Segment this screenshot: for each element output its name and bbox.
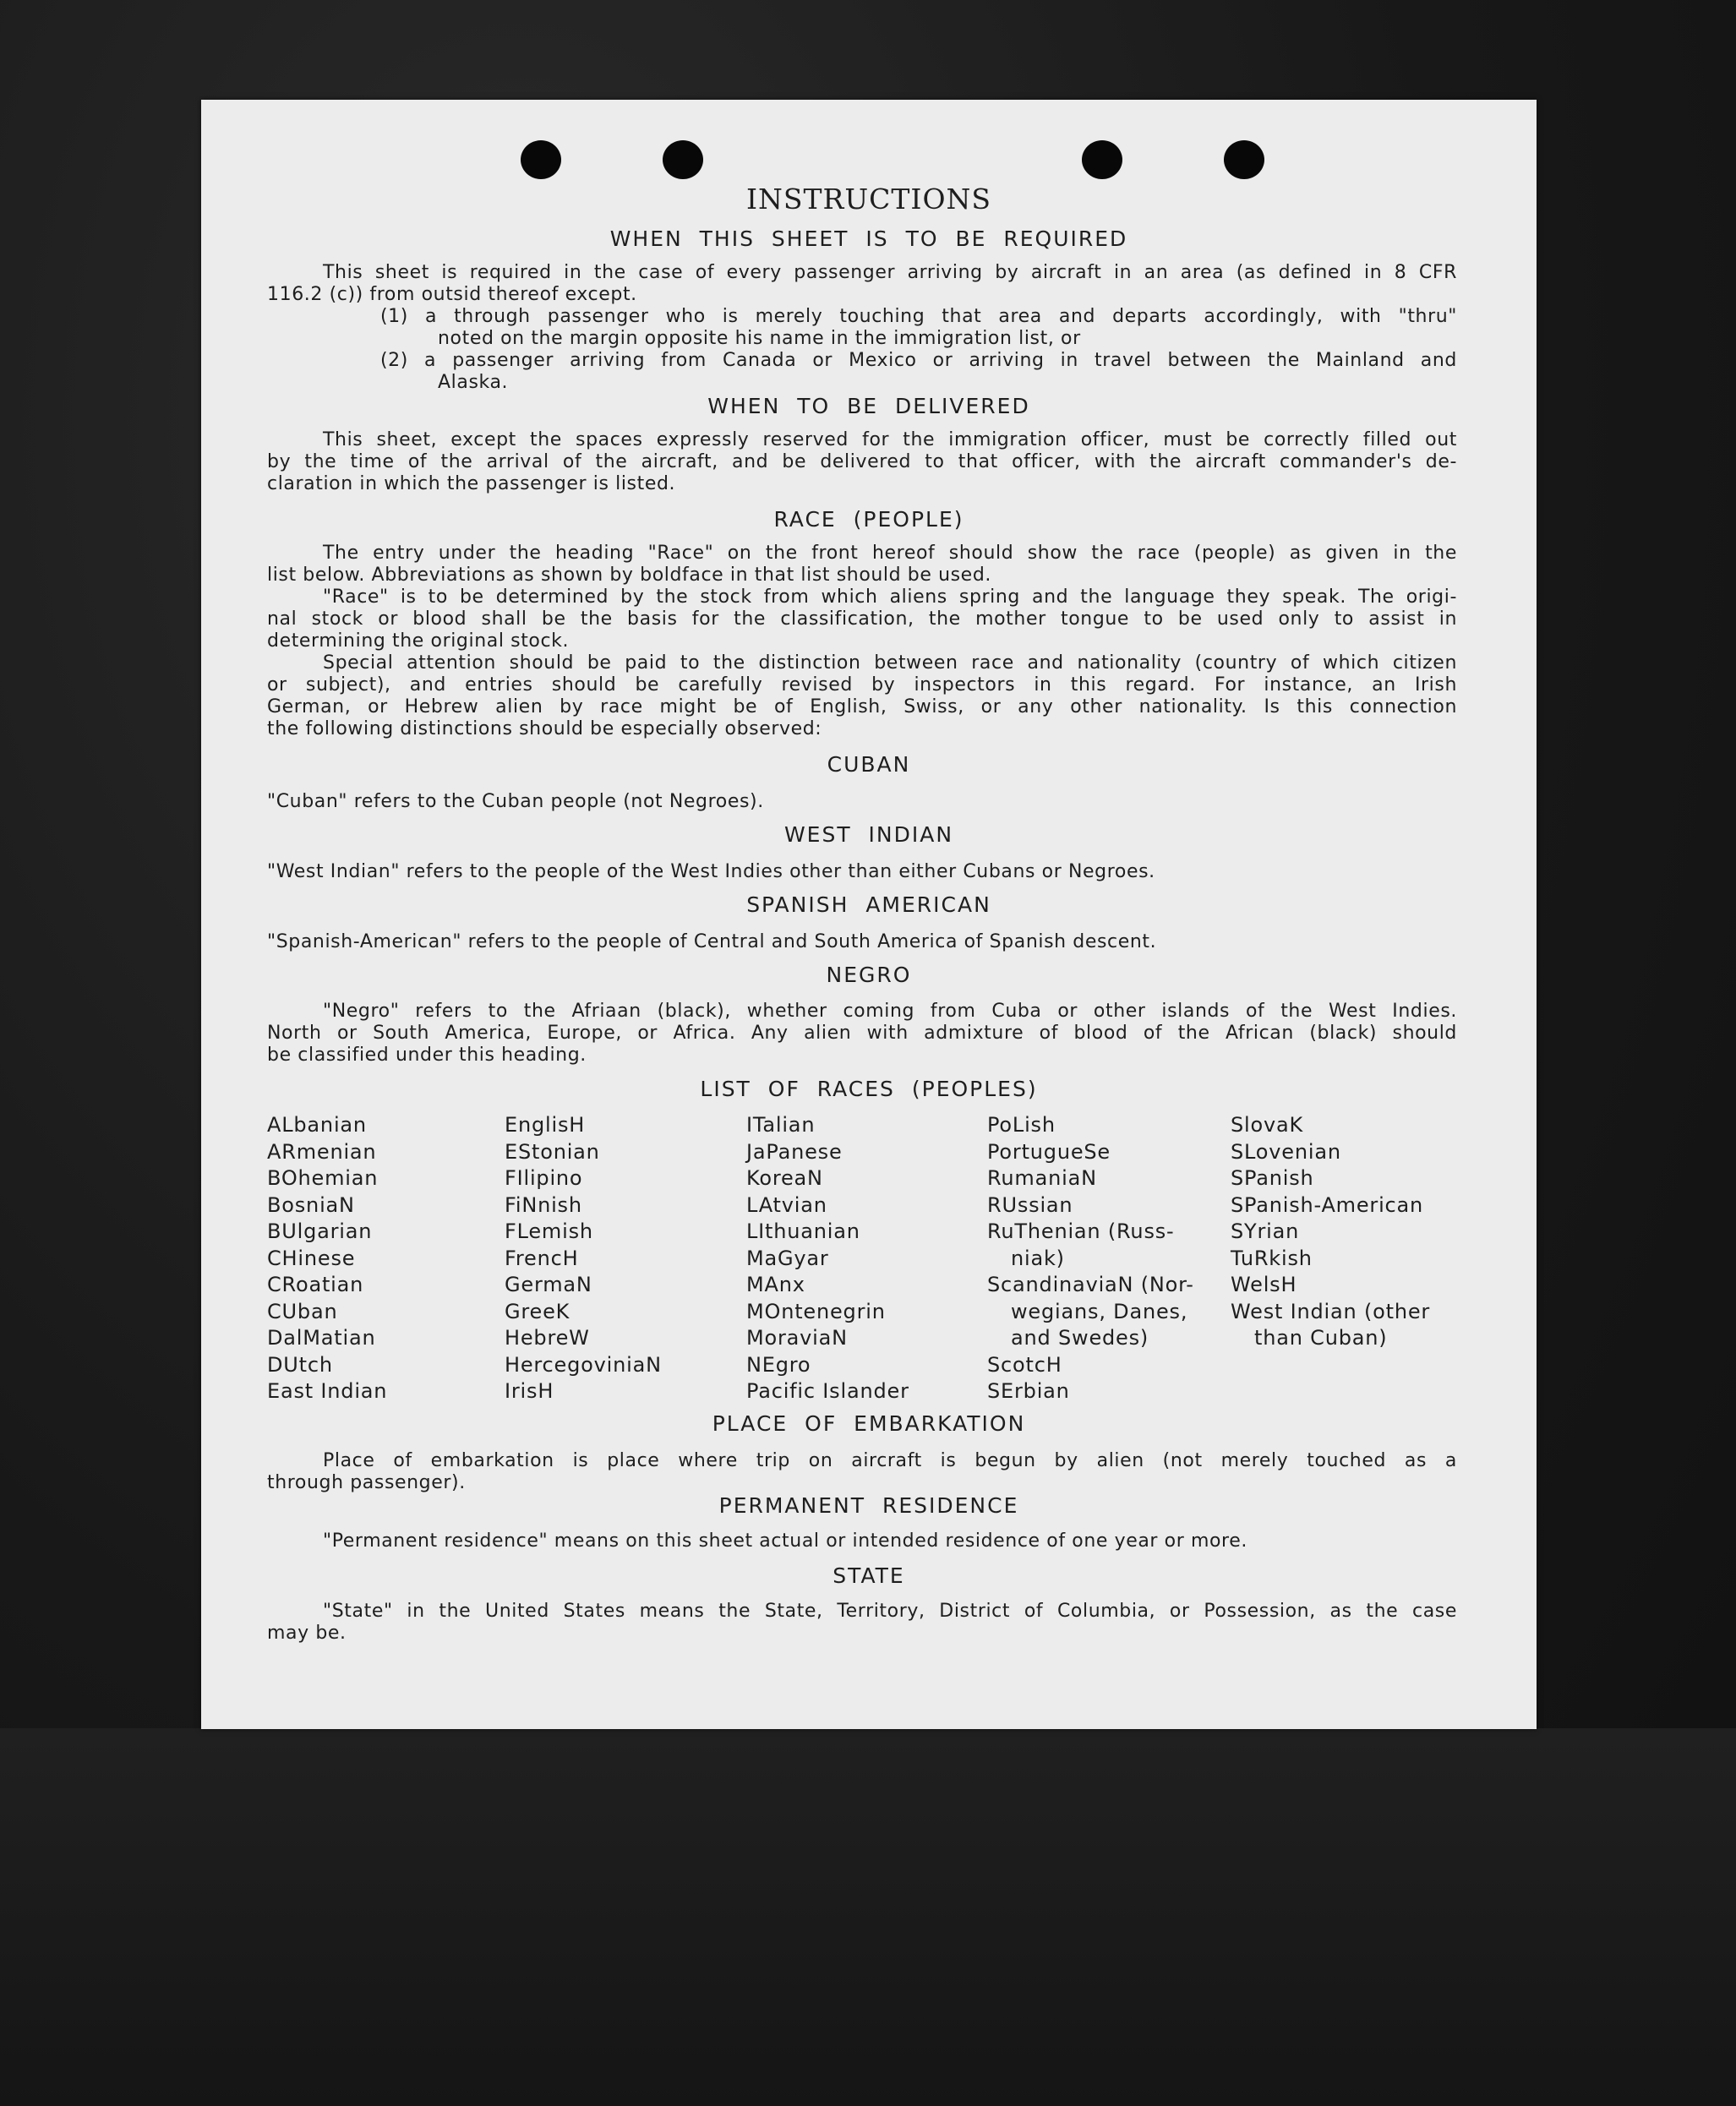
- paragraph-embarkation: [267, 1450, 1457, 1494]
- text-line: noted on the margin opposite his name in the immigration list, or: [438, 328, 1081, 349]
- race-entry: HebreW: [505, 1326, 590, 1350]
- text-line: through passenger).: [267, 1472, 466, 1493]
- race-entry: DUtch: [267, 1352, 333, 1377]
- race-entry: BOhemian: [267, 1166, 379, 1190]
- text-line: North or South America, Europe, or Africa. Any alien with admixture of blood of the African (black) should: [267, 1023, 1457, 1044]
- paragraph-race-1: [267, 543, 1457, 587]
- paragraph-spanish-american: "Spanish-American" refers to the people of Central and South America of Spanish descent.: [267, 931, 1157, 952]
- heading-spanish-american: SPANISH AMERICAN: [746, 892, 991, 917]
- race-entry-continued: wegians, Danes,: [1011, 1299, 1188, 1323]
- text-line: 116.2 (c)) from outsid thereof except.: [267, 284, 637, 305]
- race-entry: PoLish: [987, 1113, 1056, 1137]
- race-entry-continued: and Swedes): [1011, 1326, 1149, 1350]
- race-entry: PortugueSe: [987, 1139, 1111, 1164]
- race-entry-continued: niak): [1011, 1246, 1065, 1270]
- races-column-4: [987, 1112, 1241, 1405]
- race-entry: SPanish-American: [1231, 1192, 1424, 1217]
- races-column-3: [746, 1112, 1000, 1405]
- race-entry: SErbian: [987, 1379, 1070, 1403]
- heading-negro: NEGRO: [826, 963, 912, 987]
- race-entry: KoreaN: [746, 1166, 823, 1190]
- race-entry: CRoatian: [267, 1273, 364, 1296]
- race-entry-continued: than Cuban): [1254, 1326, 1388, 1350]
- text-line: German, or Hebrew alien by race might be of English, Swiss, or any other nationality. Is this connection: [267, 696, 1457, 717]
- page-title: INSTRUCTIONS: [745, 183, 992, 216]
- race-entry: WelsH: [1231, 1273, 1297, 1296]
- paragraph-race-3: [267, 652, 1457, 740]
- paragraph-residence: "Permanent residence" means on this sheet actual or intended residence of one year or more.: [323, 1530, 1247, 1552]
- text-line: be classified under this heading.: [267, 1045, 587, 1066]
- heading-required: WHEN THIS SHEET IS TO BE REQUIRED: [609, 226, 1128, 251]
- race-entry: MaGyar: [746, 1246, 829, 1270]
- race-entry: SlovaK: [1231, 1113, 1304, 1137]
- race-entry: LAtvian: [746, 1192, 827, 1217]
- punch-hole: [1082, 140, 1122, 179]
- heading-list-of-races: LIST OF RACES (PEOPLES): [700, 1077, 1038, 1101]
- race-entry: GreeK: [505, 1299, 570, 1323]
- race-entry: RuThenian (Russ-: [987, 1219, 1175, 1243]
- race-entry: ITalian: [746, 1113, 816, 1137]
- heading-cuban: CUBAN: [827, 752, 911, 777]
- text-line: Special attention should be paid to the distinction between race and nationality (country of which citizen: [323, 652, 1457, 674]
- race-entry: East Indian: [267, 1379, 388, 1403]
- race-entry: FLemish: [505, 1219, 593, 1243]
- heading-race: RACE (PEOPLE): [773, 507, 964, 532]
- race-entry: JaPanese: [746, 1139, 843, 1164]
- race-entry: RumaniaN: [987, 1166, 1097, 1190]
- race-entry: DalMatian: [267, 1326, 376, 1350]
- race-entry: LIthuanian: [746, 1219, 860, 1243]
- heading-delivered: WHEN TO BE DELIVERED: [707, 394, 1030, 418]
- paragraph-race-2: [267, 587, 1457, 652]
- race-entry: SLovenian: [1231, 1139, 1341, 1164]
- race-entry: CHinese: [267, 1246, 356, 1270]
- race-entry: EStonian: [505, 1139, 600, 1164]
- race-entry: FrencH: [505, 1246, 579, 1270]
- race-entry: SYrian: [1231, 1219, 1300, 1243]
- race-entry: ALbanian: [267, 1113, 367, 1137]
- race-entry: West Indian (other: [1231, 1299, 1431, 1323]
- paragraph-negro: [267, 1001, 1457, 1067]
- text-line: This sheet, except the spaces expressly reserved for the immigration officer, must be correctly filled out: [323, 429, 1457, 450]
- instruction-sheet: [201, 100, 1537, 1729]
- text-line: "State" in the United States means the State, Territory, District of Columbia, or Possession, as the case: [323, 1601, 1457, 1622]
- race-entry: MoraviaN: [746, 1326, 848, 1350]
- text-line: Place of embarkation is place where trip on aircraft is begun by alien (not merely touched as a: [323, 1450, 1457, 1471]
- race-entry: ScotcH: [987, 1352, 1062, 1377]
- race-entry: Pacific Islander: [746, 1379, 909, 1403]
- race-entry: ScandinaviaN (Nor-: [987, 1273, 1194, 1296]
- exception-item-1: [380, 306, 1457, 350]
- races-column-5: [1231, 1112, 1509, 1352]
- text-line: "Race" is to be determined by the stock from which aliens spring and the language they speak. The origi-: [323, 587, 1457, 608]
- text-line: by the time of the arrival of the aircraft, and be delivered to that officer, with the aircraft commander's de-: [267, 451, 1457, 472]
- text-line: may be.: [267, 1623, 347, 1644]
- paragraph-required: [267, 262, 1457, 306]
- paragraph-delivered: [267, 429, 1457, 495]
- text-line: This sheet is required in the case of every passenger arriving by aircraft in an area (as defined in 8 CFR: [323, 262, 1457, 283]
- text-line: or subject), and entries should be carefully revised by inspectors in this regard. For instance, an Irish: [267, 674, 1457, 696]
- text-line: (2) a passenger arriving from Canada or Mexico or arriving in travel between the Mainland and: [380, 350, 1457, 371]
- race-entry: EnglisH: [505, 1113, 586, 1137]
- heading-state: STATE: [833, 1563, 905, 1588]
- race-entry: IrisH: [505, 1379, 554, 1403]
- paragraph-west-indian: "West Indian" refers to the people of the West Indies other than either Cubans or Negroes.: [267, 861, 1155, 882]
- text-line: determining the original stock.: [267, 630, 570, 652]
- races-column-2: [505, 1112, 758, 1405]
- races-column-1: [267, 1112, 521, 1405]
- race-entry: GermaN: [505, 1273, 592, 1296]
- race-entry: TuRkish: [1231, 1246, 1313, 1270]
- text-line: The entry under the heading "Race" on the front hereof should show the race (people) as given in the: [323, 543, 1457, 564]
- race-entry: HercegoviniaN: [505, 1352, 662, 1377]
- punch-hole: [521, 140, 561, 179]
- race-entry: MOntenegrin: [746, 1299, 886, 1323]
- heading-west-indian: WEST INDIAN: [783, 822, 954, 847]
- race-entry: RUssian: [987, 1192, 1073, 1217]
- text-line: (1) a through passenger who is merely touching that area and departs accordingly, with "thru": [380, 306, 1457, 327]
- race-entry: SPanish: [1231, 1166, 1314, 1190]
- heading-embarkation: PLACE OF EMBARKATION: [712, 1411, 1026, 1436]
- text-line: claration in which the passenger is listed.: [267, 473, 676, 494]
- race-entry: FIlipino: [505, 1166, 583, 1190]
- race-entry: BosniaN: [267, 1192, 355, 1217]
- text-line: "Negro" refers to the Afriaan (black), whether coming from Cuba or other islands of the West Indies.: [323, 1001, 1457, 1022]
- exception-item-2: [380, 350, 1457, 394]
- text-line: list below. Abbreviations as shown by boldface in that list should be used.: [267, 565, 991, 586]
- text-line: nal stock or blood shall be the basis for the classification, the mother tongue to be used only to assist in: [267, 608, 1457, 630]
- text-line: Alaska.: [438, 372, 509, 393]
- punch-hole: [663, 140, 703, 179]
- paragraph-cuban: "Cuban" refers to the Cuban people (not Negroes).: [267, 791, 764, 812]
- race-entry: FiNnish: [505, 1192, 582, 1217]
- punch-hole: [1224, 140, 1264, 179]
- race-entry: CUban: [267, 1299, 338, 1323]
- heading-residence: PERMANENT RESIDENCE: [718, 1493, 1019, 1518]
- paragraph-state: [267, 1601, 1457, 1645]
- race-entry: NEgro: [746, 1352, 811, 1377]
- race-entry: BUlgarian: [267, 1219, 373, 1243]
- text-line: the following distinctions should be especially observed:: [267, 718, 822, 739]
- race-entry: MAnx: [746, 1273, 805, 1296]
- race-entry: ARmenian: [267, 1139, 377, 1164]
